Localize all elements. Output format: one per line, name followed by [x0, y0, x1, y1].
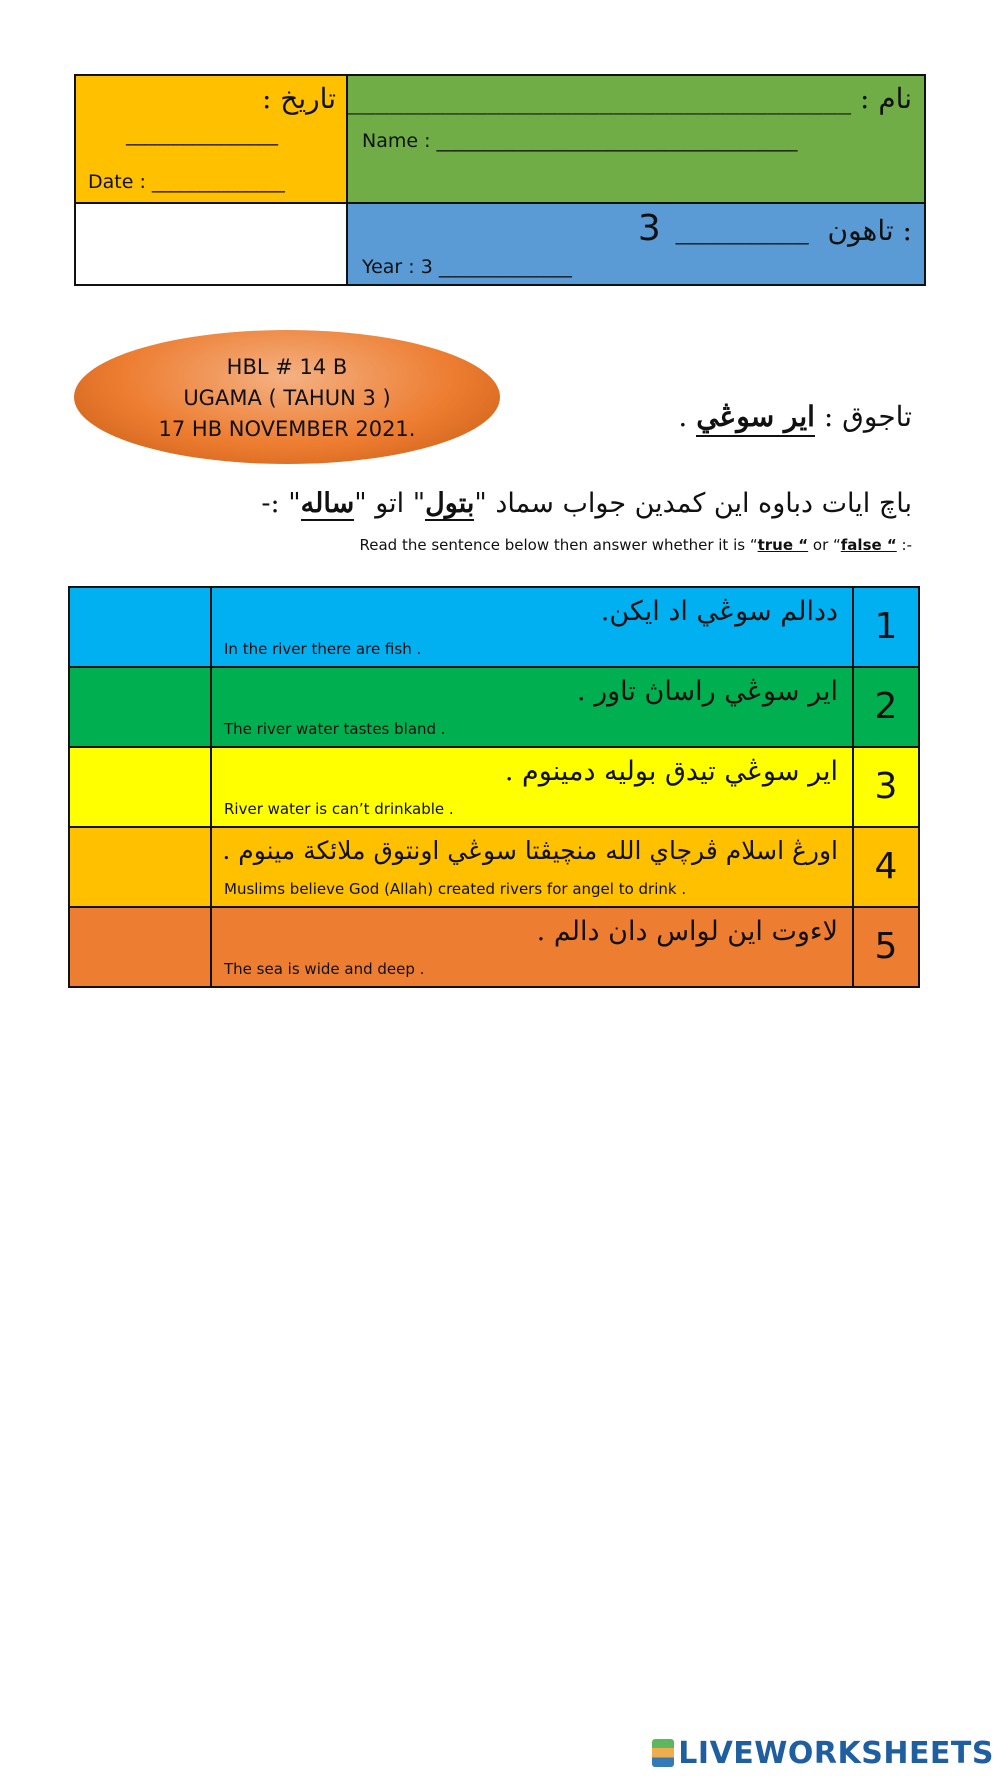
instruction-ar-true: بتول: [425, 488, 475, 519]
blank-cell: [76, 204, 348, 284]
question-number: 3: [874, 766, 898, 807]
date-label-arabic: تاريخ :: [261, 82, 336, 115]
date-line-arabic[interactable]: ________________: [126, 124, 278, 146]
answer-box[interactable]: [70, 668, 212, 746]
instruction-arabic: [261, 488, 912, 519]
name-cell: [348, 76, 924, 204]
year-value: 3: [637, 208, 661, 249]
question-number: 5: [874, 926, 898, 967]
topic-end: .: [678, 400, 688, 433]
question-arabic: اورڠ اسلام ڤرچاي الله منچيڤتا سوڠي اونتوق ملائكة مينوم .: [222, 836, 838, 865]
question-number: 4: [874, 846, 898, 887]
badge-line-3: 17 HB NOVEMBER 2021.: [158, 417, 416, 441]
instruction-ar-suffix: " :-: [261, 488, 301, 519]
question-arabic: اير سوڠي تيدق بوليه دمينوم .: [504, 756, 838, 787]
liveworksheets-logo[interactable]: [652, 1736, 994, 1771]
question-english: Muslims believe God (Allah) created rivers for angel to drink .: [224, 880, 687, 898]
question-table: [68, 586, 920, 988]
name-field[interactable]: Name : ______________________________________: [362, 130, 798, 152]
question-row: [70, 908, 918, 986]
question-english: River water is can’t drinkable .: [224, 800, 454, 818]
name-field-arabic[interactable]: نام : ____________________________________: [347, 82, 912, 115]
instruction-en-false: false “: [840, 536, 897, 554]
date-field[interactable]: Date : ______________: [88, 171, 285, 193]
instruction-en-prefix: Read the sentence below then answer whether it is “: [359, 536, 758, 554]
question-text-cell: [212, 828, 854, 906]
year-cell: [348, 204, 924, 284]
question-number: 1: [874, 606, 898, 647]
question-text-cell: [212, 588, 854, 666]
header-table: [74, 74, 926, 286]
question-english: In the river there are fish .: [224, 640, 422, 658]
instruction-en-suffix: :-: [896, 536, 912, 554]
logo-text: LIVEWORKSHEETS: [678, 1736, 994, 1771]
question-number: 2: [874, 686, 898, 727]
badge-line-1: HBL # 14 B: [226, 355, 348, 379]
year-field-arabic[interactable]: [638, 208, 912, 249]
question-row: [70, 828, 918, 908]
question-arabic: لاءوت اين لواس دان دالم .: [536, 916, 838, 947]
topic-value: اير سوڠي: [696, 400, 815, 437]
year-field[interactable]: Year : 3 ______________: [362, 256, 572, 278]
instruction-ar-false: ساله: [300, 488, 355, 519]
date-cell: [76, 76, 348, 204]
answer-box[interactable]: [70, 588, 212, 666]
question-text-cell: [212, 908, 854, 986]
liveworksheets-mark-icon: [652, 1739, 674, 1767]
question-english: The sea is wide and deep .: [224, 960, 425, 978]
year-label-arabic: تاهون :: [827, 214, 912, 247]
year-line: ______________: [675, 223, 809, 245]
instruction-english: [359, 536, 912, 554]
question-text-cell: [212, 668, 854, 746]
instruction-en-or: or “: [808, 536, 841, 554]
topic-label: تاجوق :: [823, 400, 912, 433]
topic-title: [678, 400, 912, 433]
instruction-en-true: true “: [757, 536, 809, 554]
question-row: [70, 748, 918, 828]
answer-box[interactable]: [70, 748, 212, 826]
question-arabic: ددالم سوڠي اد ايكن.: [600, 596, 838, 627]
question-english: The river water tastes bland .: [224, 720, 446, 738]
badge-line-2: UGAMA ( TAHUN 3 ): [183, 386, 391, 410]
instruction-ar-mid: " اتو ": [354, 488, 426, 519]
question-row: [70, 668, 918, 748]
lesson-badge: [74, 330, 500, 464]
answer-box[interactable]: [70, 828, 212, 906]
answer-box[interactable]: [70, 908, 212, 986]
instruction-ar-prefix: باچ ايات دباوه اين كمدين جواب سماد ": [474, 488, 912, 519]
question-arabic: اير سوڠي راساڽ تاور .: [576, 676, 838, 707]
question-row: [70, 588, 918, 668]
question-text-cell: [212, 748, 854, 826]
